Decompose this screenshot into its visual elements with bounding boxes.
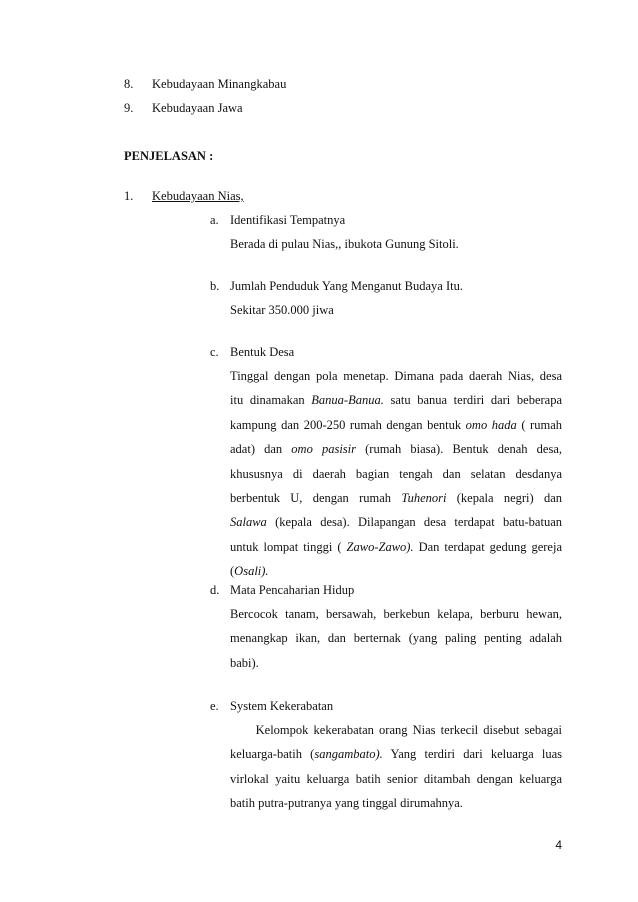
subsection-a-title: Identifikasi Tempatnya [230, 213, 346, 227]
subsection-a-body: Berada di pulau Nias,, ibukota Gunung Sitoli. [230, 237, 459, 251]
subsection-d-letter: d. [210, 583, 220, 597]
section-1-title [124, 188, 244, 204]
section-title: Kebudayaan Nias, [152, 189, 244, 203]
subsection-e-letter: e. [210, 699, 219, 713]
list-text: Kebudayaan Jawa [152, 101, 243, 115]
section-heading: PENJELASAN : [124, 149, 214, 163]
list-text: Kebudayaan Minangkabau [152, 77, 287, 91]
paragraph-line: Bercocok tanam, bersawah, berkebun kelapa, berburu hewan, [230, 607, 562, 621]
list-item-8 [124, 76, 287, 92]
section-number: 1. [124, 189, 134, 203]
paragraph-line: kampung dan 200-250 rumah dengan bentuk omo hada ( rumah [230, 417, 562, 432]
subsection-e-title: System Kekerabatan [230, 699, 334, 713]
subsection-b-body: Sekitar 350.000 jiwa [230, 303, 334, 317]
subsection-d-body [230, 606, 562, 679]
subsection-d-title: Mata Pencaharian Hidup [230, 583, 355, 597]
paragraph-line: khususnya di daerah bagian tengah dan selatan desdanya [230, 466, 562, 481]
paragraph-line: (Osali). [230, 564, 269, 579]
paragraph-line: menangkap ikan, dan berternak (yang paling penting adalah [230, 631, 562, 646]
list-number: 9. [124, 101, 134, 115]
paragraph-line: adat) dan omo pasisir (rumah biasa). Bentuk denah desa, [230, 442, 563, 457]
list-item-9 [124, 100, 243, 116]
subsection-b-letter: b. [210, 279, 220, 293]
paragraph-line: Salawa (kepala desa). Dilapangan desa terdapat batu-batuan [230, 515, 562, 530]
paragraph-line: babi). [230, 655, 259, 670]
paragraph-line: itu dinamakan Banua-Banua. satu banua terdiri dari beberapa [230, 393, 562, 408]
subsection-b-title: Jumlah Penduduk Yang Menganut Budaya Itu. [230, 279, 463, 293]
paragraph-line: berbentuk U, dengan rumah Tuhenori (kepala negri) dan [230, 490, 562, 505]
subsection-c-body [230, 368, 562, 588]
list-number: 8. [124, 77, 134, 91]
subsection-c-title: Bentuk Desa [230, 345, 295, 359]
page-number: 4 [555, 838, 562, 852]
subsection-a-letter: a. [210, 213, 219, 227]
paragraph-line: Tinggal dengan pola menetap. Dimana pada daerah Nias, desa [230, 369, 562, 383]
subsection-c-letter: c. [210, 345, 219, 359]
paragraph-line: batih putra-putranya yang tinggal dirumahnya. [230, 796, 463, 811]
paragraph-line: keluarga-batih (sangambato). Yang terdiri dari keluarga luas [230, 747, 562, 762]
subsection-e-body [230, 722, 562, 820]
paragraph-line: Kelompok kekerabatan orang Nias terkecil disebut sebagai [230, 723, 562, 737]
paragraph-line: virlokal yaitu keluarga batih senior ditambah dengan keluarga [230, 771, 562, 786]
paragraph-line: untuk lompat tinggi ( Zawo-Zawo). Dan terdapat gedung gereja [230, 539, 562, 554]
